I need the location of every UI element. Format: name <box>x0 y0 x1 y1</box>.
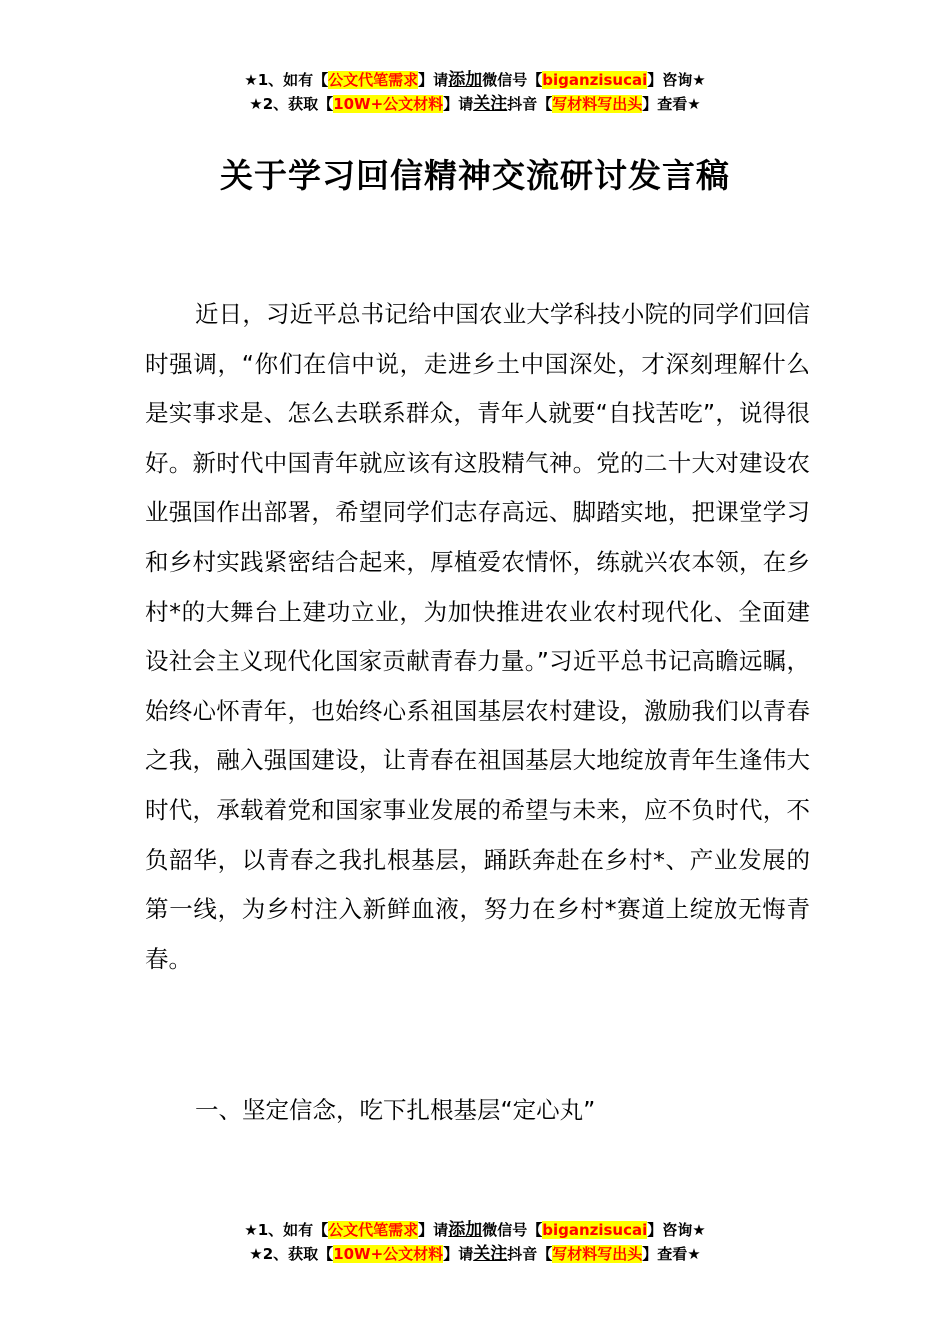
promo-highlight: 写材料写出头 <box>552 95 643 113</box>
promo-text: 】请 <box>418 1221 449 1239</box>
promo-text: 抖音【 <box>507 1245 553 1263</box>
promo-footer <box>0 1218 950 1266</box>
promo-highlight: 10W+公文材料 <box>333 95 444 113</box>
promo-text: 】咨询★ <box>647 1221 706 1239</box>
promo-emphasis: 添加 <box>448 70 483 90</box>
promo-text: 】请 <box>443 1245 474 1263</box>
promo-highlight: 10W+公文材料 <box>333 1245 444 1263</box>
section-heading: 一、坚定信念，吃下扎根基层“定心丸” <box>195 1096 596 1124</box>
promo-highlight: 公文代笔需求 <box>328 71 419 89</box>
promo-header <box>0 68 950 116</box>
promo-text: 】查看★ <box>642 95 701 113</box>
promo-text: 微信号【 <box>482 1221 543 1239</box>
promo-line-2 <box>0 1242 950 1266</box>
promo-emphasis: 关注 <box>473 94 508 114</box>
promo-text: 】请 <box>443 95 474 113</box>
promo-highlight: 写材料写出头 <box>552 1245 643 1263</box>
promo-text: ★1、如有【 <box>244 71 329 89</box>
promo-text: 】查看★ <box>642 1245 701 1263</box>
promo-highlight: biganzisucai <box>542 71 648 89</box>
promo-emphasis: 关注 <box>473 1244 508 1264</box>
promo-line-1 <box>0 68 950 92</box>
promo-highlight: biganzisucai <box>542 1221 648 1239</box>
document-title: 关于学习回信精神交流研讨发言稿 <box>220 156 730 195</box>
promo-text: 】请 <box>418 71 449 89</box>
promo-emphasis: 添加 <box>448 1220 483 1240</box>
body-paragraph: 近日，习近平总书记给中国农业大学科技小院的同学们回信时强调，“你们在信中说，走进乡土中国深处，才深刻理解什么是实事求是、怎么去联系群众，青年人就要“自找苦吃”，说得很好。新时代中国青年就应该有这股精气神。党的二十大对建设农业强国作出部署，希望同学们志存高远、脚踏实地，把课堂学习和乡村实践紧密结合起来，厚植爱农情怀，练就兴农本领，在乡村*的大舞台上建功立业，为加快推进农业农村现代化、全面建设社会主义现代化国家贡献青春力量。”习近平总书记高瞻远瞩，始终心怀青年，也始终心系祖国基层农村建设，激励我们以青春之我，融入强国建设，让青春在祖国基层大地绽放青年生逢伟大时代，承载着党和国家事业发展的希望与未来，应不负时代，不负韶华，以青春之我扎根基层，踊跃奔赴在乡村*、产业发展的第一线，为乡村注入新鲜血液，努力在乡村*赛道上绽放无悔青春。 <box>145 300 810 973</box>
promo-text: ★2、获取【 <box>249 1245 334 1263</box>
promo-line-1 <box>0 1218 950 1242</box>
promo-line-2 <box>0 92 950 116</box>
promo-text: 微信号【 <box>482 71 543 89</box>
promo-text: 抖音【 <box>507 95 553 113</box>
promo-text: 】咨询★ <box>647 71 706 89</box>
promo-text: ★2、获取【 <box>249 95 334 113</box>
promo-text: ★1、如有【 <box>244 1221 329 1239</box>
promo-highlight: 公文代笔需求 <box>328 1221 419 1239</box>
